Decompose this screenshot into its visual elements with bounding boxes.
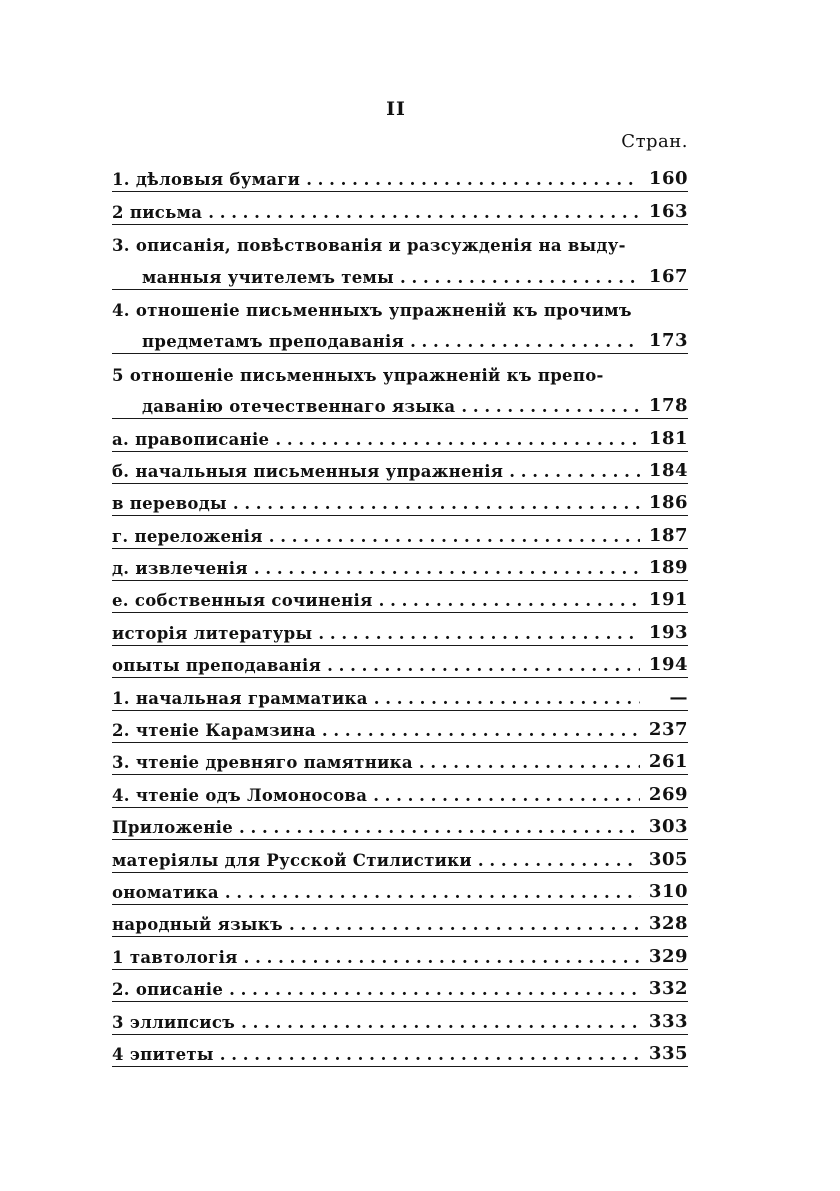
toc-entry-title: Приложеніе: [112, 818, 233, 838]
toc-entry: [112, 354, 688, 386]
toc-entry-title: даванію отечественнаго языка: [142, 397, 456, 417]
toc-dot-leader: [419, 753, 640, 772]
toc-entry-page: —: [669, 686, 688, 708]
toc-dot-leader: [318, 624, 640, 643]
toc-entry-page: 189: [648, 557, 688, 579]
toc-entry: [112, 743, 688, 775]
toc-entry-title: 4. чтеніе одъ Ломоносова: [112, 785, 368, 805]
toc-entry-page: 310: [648, 880, 688, 902]
toc-entry-title: исторія литературы: [112, 623, 313, 643]
toc-entry: [112, 613, 688, 645]
toc-entry: [112, 678, 688, 710]
toc-entry: [112, 581, 688, 613]
toc-dot-leader: [306, 170, 640, 189]
toc-entry-title: опыты преподаванія: [112, 656, 322, 676]
toc-dot-leader: [241, 1013, 640, 1032]
toc-dot-leader: [461, 397, 640, 416]
toc-dot-leader: [374, 689, 640, 708]
toc-dot-leader: [220, 1045, 640, 1064]
toc-dot-leader: [400, 268, 640, 287]
toc-entry: [112, 775, 688, 807]
toc-entry-page: 186: [648, 492, 688, 514]
page-number: II: [386, 98, 406, 120]
toc-entry-page: 269: [648, 783, 688, 805]
toc-dot-leader: [509, 462, 640, 481]
toc-entry: [112, 711, 688, 743]
toc-entry: [112, 419, 688, 451]
toc-dot-leader: [225, 883, 640, 902]
toc-entry-page: 194: [648, 654, 688, 676]
toc-entry-page: 178: [648, 395, 688, 417]
toc-entry-page: 335: [648, 1042, 688, 1064]
toc-entry: [112, 290, 688, 322]
toc-entry-page: 163: [648, 200, 688, 222]
page-column-header: Стран.: [621, 131, 688, 152]
toc-entry: [112, 484, 688, 516]
toc-entry-title: 2. описаніе: [112, 980, 224, 1000]
toc-entry-page: 329: [648, 945, 688, 967]
toc-entry: [112, 808, 688, 840]
toc-entry-title: 1. дѣловыя бумаги: [112, 170, 301, 190]
toc-entry: [112, 840, 688, 872]
toc-entry: [112, 387, 688, 419]
toc-entry-title: матеріялы для Русской Стилистики: [112, 850, 472, 870]
toc-dot-leader: [478, 851, 640, 870]
toc-entry-title: б. начальныя письменныя упражненія: [112, 461, 504, 481]
toc-entry-page: 181: [648, 427, 688, 449]
toc-entry-title: 1 тавтологія: [112, 947, 238, 967]
toc-entry: [112, 225, 688, 257]
toc-entry-page: 332: [648, 978, 688, 1000]
table-of-contents: [112, 160, 688, 1067]
toc-entry: [112, 257, 688, 289]
toc-entry-title: 2. чтеніе Карамзина: [112, 721, 316, 741]
toc-entry: [112, 549, 688, 581]
toc-dot-leader: [289, 915, 640, 934]
toc-dot-leader: [254, 559, 640, 578]
toc-dot-leader: [379, 591, 640, 610]
toc-entry: [112, 646, 688, 678]
toc-entry-title: а. правописаніе: [112, 429, 270, 449]
toc-entry: [112, 160, 688, 192]
toc-entry-title: манныя учителемъ темы: [142, 267, 395, 287]
toc-entry-title: д. извлеченія: [112, 559, 248, 579]
toc-dot-leader: [233, 494, 640, 513]
toc-entry-page: 187: [648, 524, 688, 546]
toc-entry: [112, 937, 688, 969]
toc-entry: [112, 905, 688, 937]
toc-entry-title: народный языкъ: [112, 915, 283, 935]
toc-entry-title: в переводы: [112, 494, 227, 514]
toc-dot-leader: [322, 721, 640, 740]
toc-entry: [112, 1002, 688, 1034]
toc-entry-title: е. собственныя сочиненія: [112, 591, 373, 611]
toc-entry-page: 184: [648, 459, 688, 481]
toc-entry: [112, 1035, 688, 1067]
toc-entry: [112, 192, 688, 224]
toc-dot-leader: [327, 656, 640, 675]
toc-entry-title: 3. чтеніе древняго памятника: [112, 753, 413, 773]
toc-entry-title: 3. описанія, повѣствованія и разсужденія на выду-: [112, 236, 626, 256]
toc-entry-title: 5 отношеніе письменныхъ упражненій къ препо-: [112, 365, 604, 385]
toc-entry-page: 173: [648, 330, 688, 352]
toc-entry: [112, 970, 688, 1002]
toc-entry-title: 4. отношеніе письменныхъ упражненій къ прочимъ: [112, 300, 632, 320]
toc-entry-title: 2 письма: [112, 202, 203, 222]
toc-entry-page: 160: [648, 168, 688, 190]
toc-entry-page: 305: [648, 848, 688, 870]
toc-entry-title: предметамъ преподаванія: [142, 332, 405, 352]
toc-entry: [112, 516, 688, 548]
toc-dot-leader: [244, 948, 640, 967]
toc-dot-leader: [410, 332, 640, 351]
toc-entry: [112, 322, 688, 354]
toc-entry-title: ономатика: [112, 882, 219, 902]
toc-entry-page: 303: [648, 816, 688, 838]
toc-entry-page: 167: [648, 265, 688, 287]
toc-dot-leader: [269, 527, 640, 546]
toc-entry: [112, 452, 688, 484]
toc-dot-leader: [229, 980, 640, 999]
toc-dot-leader: [275, 430, 640, 449]
toc-entry-page: 261: [648, 751, 688, 773]
toc-dot-leader: [239, 818, 640, 837]
toc-entry-page: 328: [648, 913, 688, 935]
toc-dot-leader: [373, 786, 640, 805]
toc-entry-page: 333: [648, 1010, 688, 1032]
toc-entry-title: 4 эпитеты: [112, 1044, 214, 1064]
toc-entry-title: г. переложенія: [112, 526, 263, 546]
toc-entry-title: 3 эллипсисъ: [112, 1012, 236, 1032]
toc-entry-page: 193: [648, 621, 688, 643]
toc-entry-page: 191: [648, 589, 688, 611]
toc-entry-page: 237: [648, 719, 688, 741]
toc-dot-leader: [208, 203, 640, 222]
toc-entry-title: 1. начальная грамматика: [112, 688, 368, 708]
toc-entry: [112, 873, 688, 905]
